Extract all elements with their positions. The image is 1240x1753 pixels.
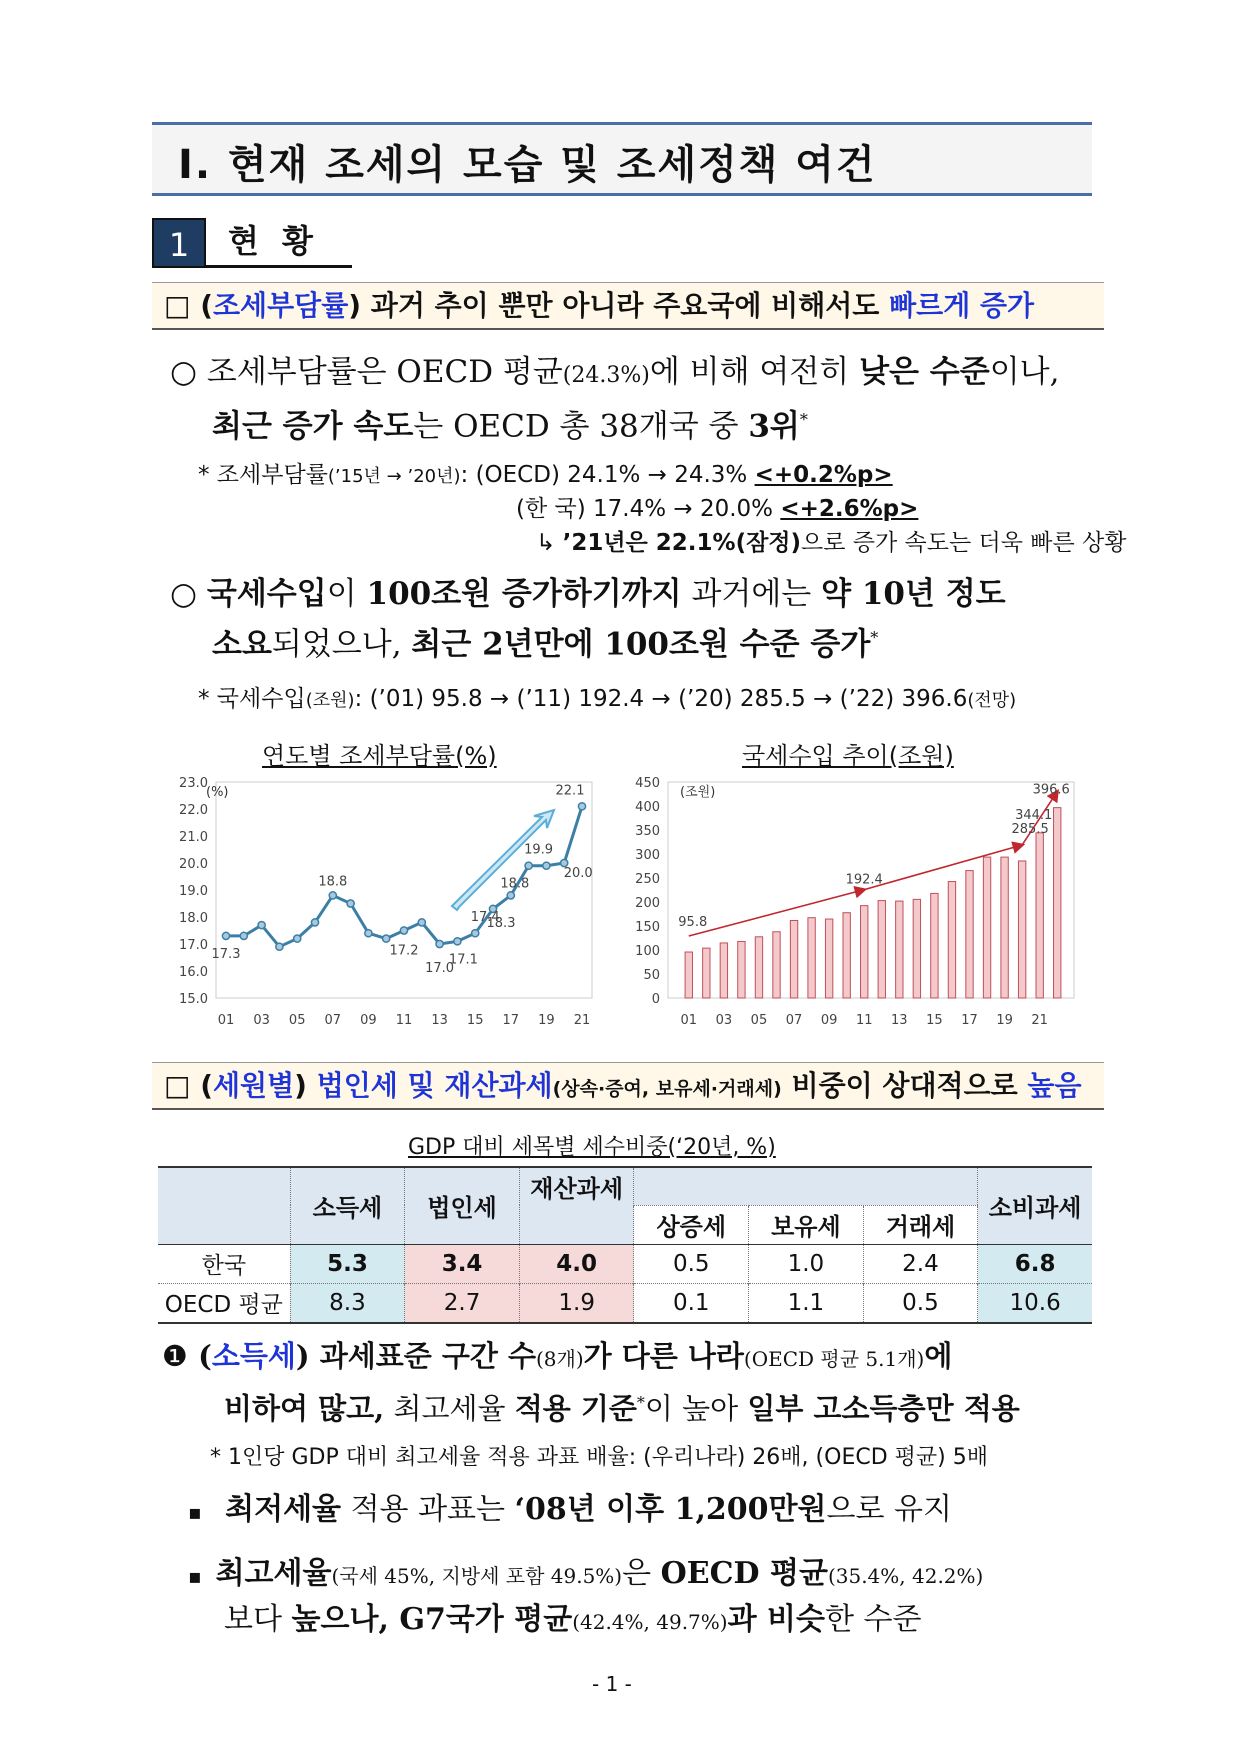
text-small: (OECD 평균 5.1개) — [743, 1347, 925, 1371]
text: 보다 — [224, 1602, 292, 1637]
bullet-lowest-rate — [188, 1488, 952, 1534]
change-badge: <+2.6%p> — [780, 496, 919, 522]
data-point — [418, 919, 425, 926]
data-label: 285.5 — [1011, 821, 1049, 837]
text: 으로 유지 — [826, 1492, 952, 1527]
data-bar — [913, 899, 920, 998]
data-point — [436, 940, 443, 947]
text-bold: 높으나, G7국가 평균 — [291, 1602, 573, 1637]
table-cell: 0.1 — [634, 1283, 749, 1323]
text-bold: 최저세율 — [225, 1492, 342, 1527]
data-bar — [1036, 833, 1043, 998]
data-point — [347, 900, 354, 907]
heading-emphasis: 높음 — [1027, 1069, 1082, 1102]
text-bold: 일부 고소득층만 적용 — [747, 1391, 1020, 1426]
table-cell: 2.7 — [405, 1283, 520, 1323]
data-label: 396.6 — [1032, 782, 1070, 798]
heading-text: 비중이 상대적으로 — [781, 1069, 1028, 1102]
table-subheader: 거래세 — [863, 1205, 978, 1244]
paragraph-tax-burden — [170, 350, 1059, 448]
data-bar — [808, 918, 815, 998]
data-label: 192.4 — [845, 872, 883, 888]
y-tick-label: 150 — [635, 920, 660, 935]
x-tick-label: 09 — [820, 1013, 838, 1028]
page-title-box — [152, 122, 1092, 196]
table-caption: GDP 대비 세목별 세수비중(‘20년, %) — [408, 1135, 776, 1160]
data-label: 22.1 — [555, 783, 585, 799]
text-keyword: 소득세 — [211, 1339, 296, 1373]
data-bar — [861, 906, 868, 998]
y-tick-label: 20.0 — [179, 857, 208, 872]
text-bold: 최고세율 — [215, 1556, 332, 1591]
text: : (OECD) 24.1% → 24.3% — [460, 462, 755, 488]
footnote-mark: * — [799, 410, 808, 429]
note-national-revenue — [198, 680, 1016, 713]
data-point — [578, 803, 585, 810]
data-point — [383, 935, 390, 942]
table-cell: 8.3 — [290, 1283, 405, 1323]
data-bar — [948, 882, 955, 998]
text-bold: 100조원 증가하기까지 — [366, 576, 682, 612]
text: : (’01) 95.8 → (’11) 192.4 → (’20) 285.5 → (’22) 396.6 — [354, 686, 968, 712]
table-header-span — [634, 1167, 978, 1205]
table-cell: 0.5 — [634, 1244, 749, 1283]
item-income-tax — [162, 1334, 1020, 1431]
text-small: (8개) — [535, 1347, 584, 1371]
table-header: 소득세 — [290, 1167, 405, 1244]
text-bold: ) 과세표준 구간 수 — [295, 1339, 536, 1373]
x-tick-label: 03 — [715, 1013, 733, 1028]
data-bar — [703, 948, 710, 998]
text: 최고세율 — [384, 1391, 515, 1426]
data-point — [240, 932, 247, 939]
data-label: 19.9 — [524, 842, 554, 858]
y-tick-label: 100 — [635, 944, 660, 959]
data-label: 18.3 — [486, 915, 516, 931]
y-tick-label: 0 — [651, 992, 660, 1007]
unit-label: (%) — [206, 785, 229, 800]
note-tax-burden-line2 — [516, 490, 918, 523]
y-tick-label: 50 — [643, 968, 660, 983]
change-badge: <+0.2%p> — [754, 462, 893, 488]
data-bar — [966, 871, 973, 998]
table-cell: 4.0 — [519, 1244, 634, 1283]
table-header: 재산과세 — [519, 1167, 634, 1205]
data-point — [507, 892, 514, 899]
data-point — [454, 938, 461, 945]
text: 에 비해 여전히 — [649, 354, 860, 390]
x-tick-label: 05 — [750, 1013, 768, 1028]
text-bold: 최근 2년만에 100조원 수준 증가 — [411, 626, 871, 663]
x-tick-label: 21 — [573, 1013, 591, 1028]
text: 과거에는 — [681, 576, 822, 612]
plot-area — [668, 782, 1074, 998]
text-small: (전망) — [967, 690, 1017, 711]
data-label: 20.0 — [563, 866, 593, 881]
x-tick-label: 11 — [395, 1013, 413, 1028]
x-tick-label: 07 — [324, 1013, 342, 1028]
data-bar — [1001, 857, 1008, 998]
chart-title-tax-burden: 연도별 조세부담률(%) — [262, 742, 497, 770]
paragraph-national-revenue — [170, 572, 1006, 666]
note-income-tax: * 1인당 GDP 대비 최고세율 적용 과표 배율: (우리나라) 26배, (OECD 평균) 5배 — [210, 1445, 988, 1470]
x-tick-label: 09 — [360, 1013, 377, 1028]
x-tick-label: 03 — [253, 1013, 270, 1028]
y-tick-label: 15.0 — [179, 992, 208, 1007]
y-tick-label: 300 — [635, 848, 660, 863]
text-bold: 3위 — [748, 408, 800, 445]
data-bar — [843, 913, 850, 998]
table-row — [158, 1283, 1092, 1323]
x-tick-label: 17 — [961, 1013, 978, 1028]
data-label: 344.1 — [1015, 807, 1053, 823]
table-cell: 1.0 — [749, 1244, 864, 1283]
table-cell: 1.9 — [519, 1283, 634, 1323]
chart-title-national-revenue: 국세수입 추이(조원) — [742, 742, 954, 770]
national-revenue-bar-chart — [628, 770, 1084, 1036]
text: (한 국) 17.4% → 20.0% — [516, 496, 781, 522]
text: 되었으나, — [271, 626, 412, 663]
heading-emphasis: 빠르게 증가 — [889, 289, 1035, 322]
data-label: 18.8 — [318, 874, 348, 890]
x-tick-label: 13 — [891, 1013, 908, 1028]
tax-share-table — [158, 1166, 1092, 1324]
section-title: 현 황 — [206, 218, 352, 268]
x-tick-label: 13 — [431, 1013, 448, 1028]
data-bar — [738, 941, 745, 998]
table-cell: 2.4 — [863, 1244, 978, 1283]
data-bar — [878, 901, 885, 998]
text-small: (조원) — [305, 690, 355, 711]
text-small: (42.4%, 49.7%) — [572, 1610, 728, 1634]
data-label: 17.0 — [425, 961, 455, 976]
data-bar — [1054, 808, 1061, 998]
data-label: 95.8 — [678, 915, 708, 931]
footnote-mark: * — [636, 1393, 645, 1412]
x-tick-label: 19 — [538, 1013, 555, 1028]
y-tick-label: 250 — [635, 872, 660, 887]
note-tax-burden-line3 — [536, 524, 1126, 557]
y-tick-label: 22.0 — [179, 803, 208, 818]
item-number-mark: ❶ — [162, 1339, 188, 1373]
text: 적용 과표는 — [341, 1492, 515, 1527]
bullet-highest-rate — [188, 1552, 983, 1644]
data-label: 17.2 — [389, 943, 419, 959]
data-bar — [773, 932, 780, 998]
text-bold: 국세수입 — [206, 576, 327, 612]
heading-small-text: (상속·증여, 보유세·거래세) — [552, 1078, 782, 1100]
text-bold: 비하여 많고, — [224, 1391, 385, 1426]
data-point — [365, 930, 372, 937]
table-header: 소비과세 — [978, 1167, 1092, 1244]
heading-keyword: 세원별 — [213, 1069, 295, 1102]
text-bold: ( — [188, 1339, 212, 1373]
data-bar — [720, 943, 727, 998]
x-tick-label: 19 — [996, 1013, 1013, 1028]
heading-keyword: 조세부담률 — [213, 289, 349, 322]
row-label: OECD 평균 — [164, 1292, 283, 1318]
row-label: 한국 — [201, 1253, 247, 1279]
heading-text: ) 과거 추이 뿐만 아니라 주요국에 비해서도 — [348, 289, 890, 322]
text: ↳ — [536, 530, 563, 556]
data-point — [311, 919, 318, 926]
text-bold: OECD 평균 — [660, 1556, 828, 1591]
table-cell: 5.3 — [290, 1244, 405, 1283]
data-point — [543, 862, 550, 869]
data-label: 17.1 — [448, 952, 478, 968]
data-bar — [983, 857, 990, 998]
data-label: 18.8 — [500, 876, 530, 892]
data-label: 17.4 — [470, 910, 500, 926]
data-point — [472, 930, 479, 937]
y-tick-label: 19.0 — [179, 884, 208, 899]
section-number: 1 — [152, 218, 206, 268]
text: ○ 조세부담률은 OECD 평균 — [170, 354, 563, 390]
table-row — [158, 1244, 1092, 1283]
text: * 국세수입 — [198, 686, 306, 712]
text-small: (’15년 → ’20년) — [327, 466, 461, 487]
data-point — [525, 862, 532, 869]
text-bold: 낮은 수준 — [859, 354, 990, 390]
x-tick-label: 21 — [1031, 1013, 1048, 1028]
text: 은 — [622, 1556, 661, 1591]
y-tick-label: 21.0 — [179, 830, 208, 845]
page-number: - 1 - — [592, 1672, 632, 1696]
note-tax-burden-line1 — [198, 456, 893, 489]
x-tick-label: 15 — [926, 1013, 943, 1028]
unit-label: (조원) — [680, 785, 716, 800]
table-header: 법인세 — [405, 1167, 520, 1244]
heading-text: □ ( — [164, 289, 213, 322]
data-bar — [825, 919, 832, 998]
x-tick-label: 11 — [855, 1013, 873, 1028]
text: 한 수준 — [824, 1602, 922, 1637]
text-bold: 최근 증가 속도 — [212, 408, 414, 445]
y-tick-label: 400 — [635, 800, 660, 815]
heading-text: □ ( — [164, 1069, 213, 1102]
text-bold: ’21년은 22.1%(잠정) — [562, 530, 802, 556]
data-point — [258, 922, 265, 929]
text-small: (24.3%) — [562, 363, 650, 388]
y-tick-label: 18.0 — [179, 911, 208, 926]
text: 이 — [326, 576, 367, 612]
text-bold: 적용 기준 — [514, 1391, 637, 1426]
data-point — [294, 935, 301, 942]
table-cell: 1.1 — [749, 1283, 864, 1323]
data-bar — [790, 920, 797, 998]
text-small: (국세 45%, 지방세 포함 49.5%) — [331, 1564, 623, 1588]
data-bar — [931, 893, 938, 998]
table-cell: 10.6 — [978, 1283, 1092, 1323]
x-tick-label: 15 — [466, 1013, 484, 1028]
text-bold: 과 비슷 — [727, 1602, 825, 1637]
text-small: (35.4%, 42.2%) — [827, 1564, 984, 1588]
data-point — [276, 943, 283, 950]
y-tick-label: 350 — [635, 824, 660, 839]
y-tick-label: 450 — [635, 776, 660, 791]
data-bar — [896, 901, 903, 998]
x-tick-label: 01 — [680, 1013, 698, 1028]
y-tick-label: 17.0 — [179, 938, 208, 953]
bullet-mark: ▪ — [188, 1500, 202, 1524]
data-point — [222, 932, 229, 939]
table-subheader: 상증세 — [634, 1205, 749, 1244]
y-tick-label: 16.0 — [179, 965, 208, 980]
x-tick-label: 17 — [502, 1013, 520, 1028]
data-bar — [755, 937, 762, 998]
heading-text: ) — [294, 1069, 317, 1102]
text: 이나, — [989, 354, 1060, 390]
table-corner — [158, 1167, 290, 1244]
text-bold: ‘08년 이후 1,200만원 — [514, 1492, 827, 1527]
data-point — [329, 892, 336, 899]
tax-burden-line-chart — [162, 770, 602, 1036]
text: 으로 증가 속도는 더욱 빠른 상황 — [801, 530, 1127, 556]
text-bold: 약 10년 정도 — [821, 576, 1006, 612]
page-title: Ⅰ. 현재 조세의 모습 및 조세정책 여건 — [178, 142, 877, 188]
y-tick-label: 200 — [635, 896, 660, 911]
text: ○ — [170, 576, 207, 612]
heading-tax-burden — [152, 282, 1104, 330]
plot-area — [216, 782, 592, 998]
data-bar — [1018, 861, 1025, 998]
table-cell: 0.5 — [863, 1283, 978, 1323]
x-tick-label: 01 — [217, 1013, 235, 1028]
text-bold: 에 — [924, 1339, 953, 1373]
heading-tax-base — [152, 1062, 1104, 1110]
table-subheader: 보유세 — [749, 1205, 864, 1244]
text-bold: 소요 — [212, 626, 272, 663]
bullet-mark: ▪ — [188, 1564, 202, 1588]
footnote-mark: * — [870, 628, 879, 647]
table-header-blank — [519, 1205, 634, 1244]
table-cell: 3.4 — [405, 1244, 520, 1283]
y-tick-label: 23.0 — [179, 776, 208, 791]
data-point — [400, 927, 407, 934]
text: 는 OECD 총 38개국 중 — [413, 408, 749, 445]
heading-emphasis: 법인세 및 재산과세 — [316, 1069, 553, 1102]
text-bold: 가 다른 나라 — [583, 1339, 744, 1373]
data-bar — [685, 952, 692, 998]
data-label: 17.3 — [211, 946, 241, 962]
table-cell: 6.8 — [978, 1244, 1092, 1283]
text: 이 높아 — [644, 1391, 748, 1426]
x-tick-label: 05 — [288, 1013, 306, 1028]
x-tick-label: 07 — [785, 1013, 803, 1028]
text: * 조세부담률 — [198, 462, 328, 488]
